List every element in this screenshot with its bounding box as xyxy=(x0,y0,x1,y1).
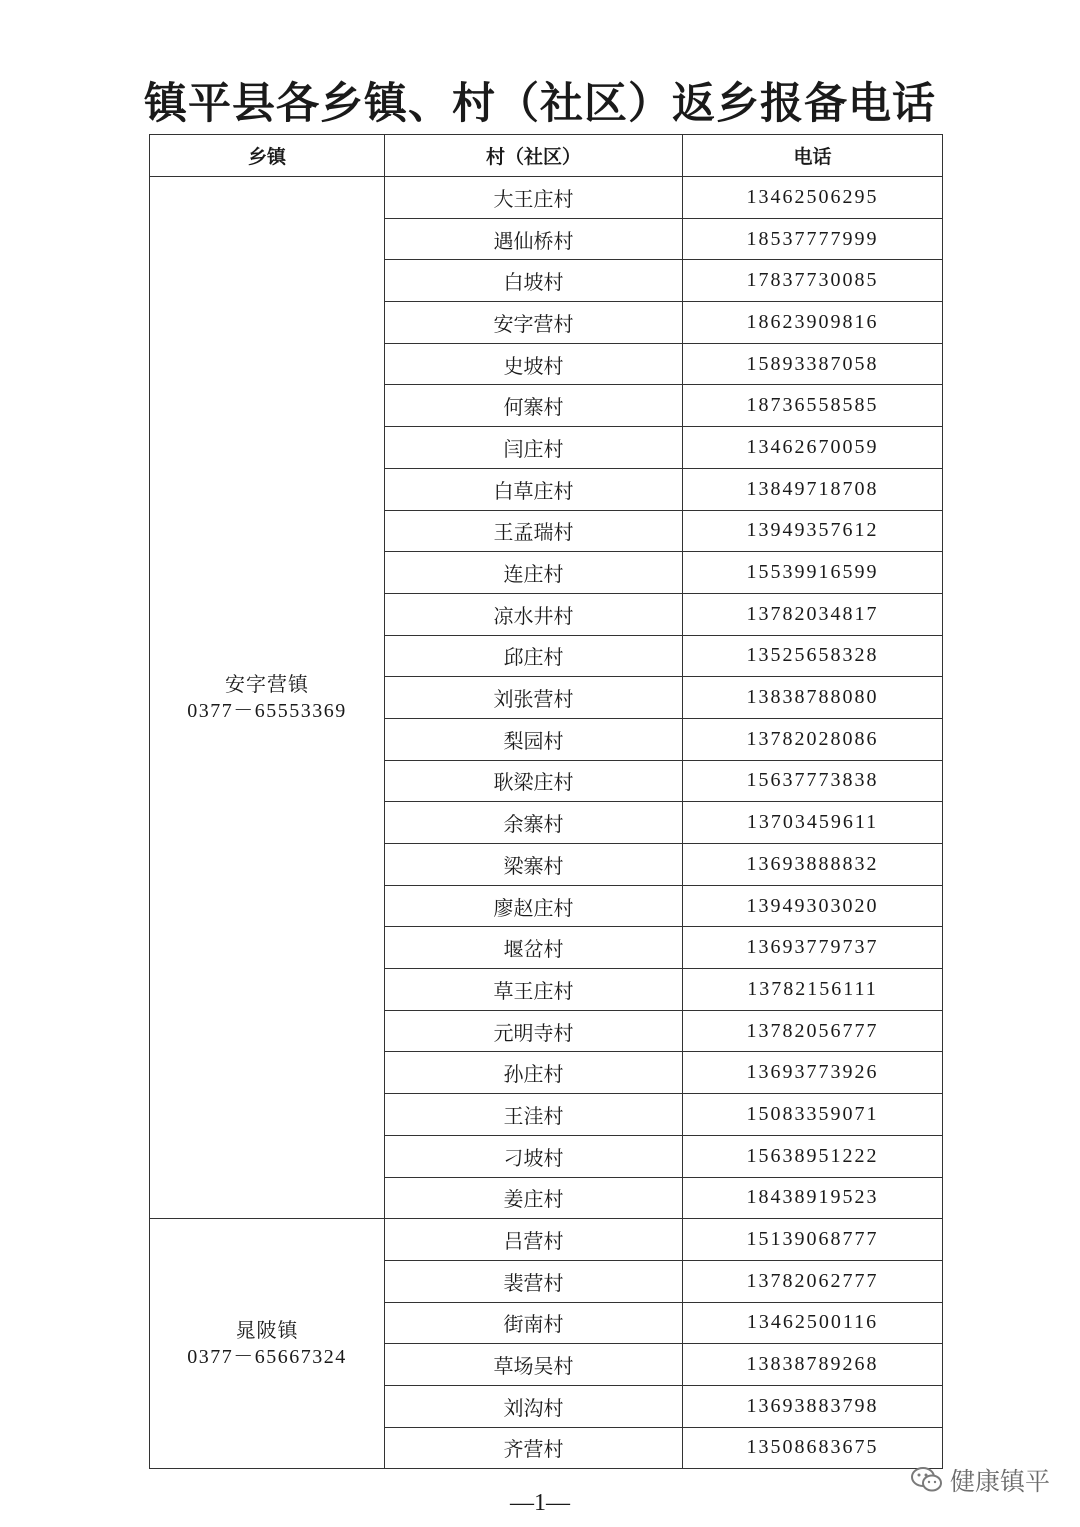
page-number: —1— xyxy=(510,1490,570,1516)
village-phone: 18537777999 xyxy=(683,218,943,260)
village-phone: 17837730085 xyxy=(683,260,943,302)
village-name: 孙庄村 xyxy=(385,1052,683,1094)
village-phone: 13782034817 xyxy=(683,593,943,635)
village-name: 安字营村 xyxy=(385,302,683,344)
village-name: 何寨村 xyxy=(385,385,683,427)
village-phone: 13703459611 xyxy=(683,802,943,844)
village-name: 史坡村 xyxy=(385,343,683,385)
village-name: 刘沟村 xyxy=(385,1385,683,1427)
village-phone: 13693773926 xyxy=(683,1052,943,1094)
village-name: 姜庄村 xyxy=(385,1177,683,1219)
village-phone: 15893387058 xyxy=(683,343,943,385)
page-title: 镇平县各乡镇、村（社区）返乡报备电话 xyxy=(144,79,936,129)
village-phone: 15638951222 xyxy=(683,1135,943,1177)
village-name: 齐营村 xyxy=(385,1427,683,1469)
village-name: 连庄村 xyxy=(385,552,683,594)
town-name: 晁陂镇 xyxy=(235,1317,299,1342)
village-phone: 18736558585 xyxy=(683,385,943,427)
village-phone: 13949357612 xyxy=(683,510,943,552)
village-name: 凉水井村 xyxy=(385,593,683,635)
village-name: 闫庄村 xyxy=(385,427,683,469)
village-name: 堰岔村 xyxy=(385,927,683,969)
village-name: 遇仙桥村 xyxy=(385,218,683,260)
village-name: 梨园村 xyxy=(385,718,683,760)
village-phone: 13693779737 xyxy=(683,927,943,969)
village-phone: 13525658328 xyxy=(683,635,943,677)
village-name: 廖赵庄村 xyxy=(385,885,683,927)
town-cell xyxy=(150,177,385,1219)
village-phone: 13838789268 xyxy=(683,1344,943,1386)
town-name: 安字营镇 xyxy=(225,671,309,696)
village-phone: 13838788080 xyxy=(683,677,943,719)
village-phone: 18623909816 xyxy=(683,302,943,344)
village-phone: 13462506295 xyxy=(683,177,943,219)
village-name: 元明寺村 xyxy=(385,1010,683,1052)
header-town: 乡镇 xyxy=(150,135,385,177)
table-row xyxy=(150,177,943,219)
village-name: 梁寨村 xyxy=(385,844,683,886)
village-phone: 13462500116 xyxy=(683,1302,943,1344)
contact-table xyxy=(149,134,943,1469)
header-phone: 电话 xyxy=(683,135,943,177)
village-phone: 13782062777 xyxy=(683,1260,943,1302)
village-name: 裴营村 xyxy=(385,1260,683,1302)
village-name: 耿梁庄村 xyxy=(385,760,683,802)
village-name: 大王庄村 xyxy=(385,177,683,219)
village-phone: 15539916599 xyxy=(683,552,943,594)
village-phone: 13693888832 xyxy=(683,844,943,886)
village-name: 草场吴村 xyxy=(385,1344,683,1386)
village-phone: 13782028086 xyxy=(683,718,943,760)
village-phone: 18438919523 xyxy=(683,1177,943,1219)
village-phone: 13462670059 xyxy=(683,427,943,469)
table-body xyxy=(150,177,943,1469)
village-name: 余寨村 xyxy=(385,802,683,844)
watermark xyxy=(910,1462,1050,1498)
town-cell xyxy=(150,1219,385,1469)
table-row xyxy=(150,1219,943,1261)
village-name: 白草庄村 xyxy=(385,468,683,510)
header-village: 村（社区） xyxy=(385,135,683,177)
town-phone: 0377－65667324 xyxy=(187,1345,347,1368)
village-phone: 13693883798 xyxy=(683,1385,943,1427)
village-phone: 13782056777 xyxy=(683,1010,943,1052)
village-name: 吕营村 xyxy=(385,1219,683,1261)
village-phone: 13949303020 xyxy=(683,885,943,927)
village-phone: 15637773838 xyxy=(683,760,943,802)
wechat-icon xyxy=(910,1465,944,1495)
town-phone: 0377－65553369 xyxy=(187,699,347,722)
village-name: 白坡村 xyxy=(385,260,683,302)
village-name: 草王庄村 xyxy=(385,969,683,1011)
village-phone: 15139068777 xyxy=(683,1219,943,1261)
village-phone: 15083359071 xyxy=(683,1094,943,1136)
watermark-text: 健康镇平 xyxy=(949,1467,1050,1496)
village-name: 刘张营村 xyxy=(385,677,683,719)
village-name: 王洼村 xyxy=(385,1094,683,1136)
village-phone: 13849718708 xyxy=(683,468,943,510)
village-name: 邱庄村 xyxy=(385,635,683,677)
table-header-row xyxy=(150,135,943,177)
village-name: 街南村 xyxy=(385,1302,683,1344)
village-name: 刁坡村 xyxy=(385,1135,683,1177)
village-name: 王孟瑞村 xyxy=(385,510,683,552)
village-phone: 13508683675 xyxy=(683,1427,943,1469)
village-phone: 13782156111 xyxy=(683,969,943,1011)
